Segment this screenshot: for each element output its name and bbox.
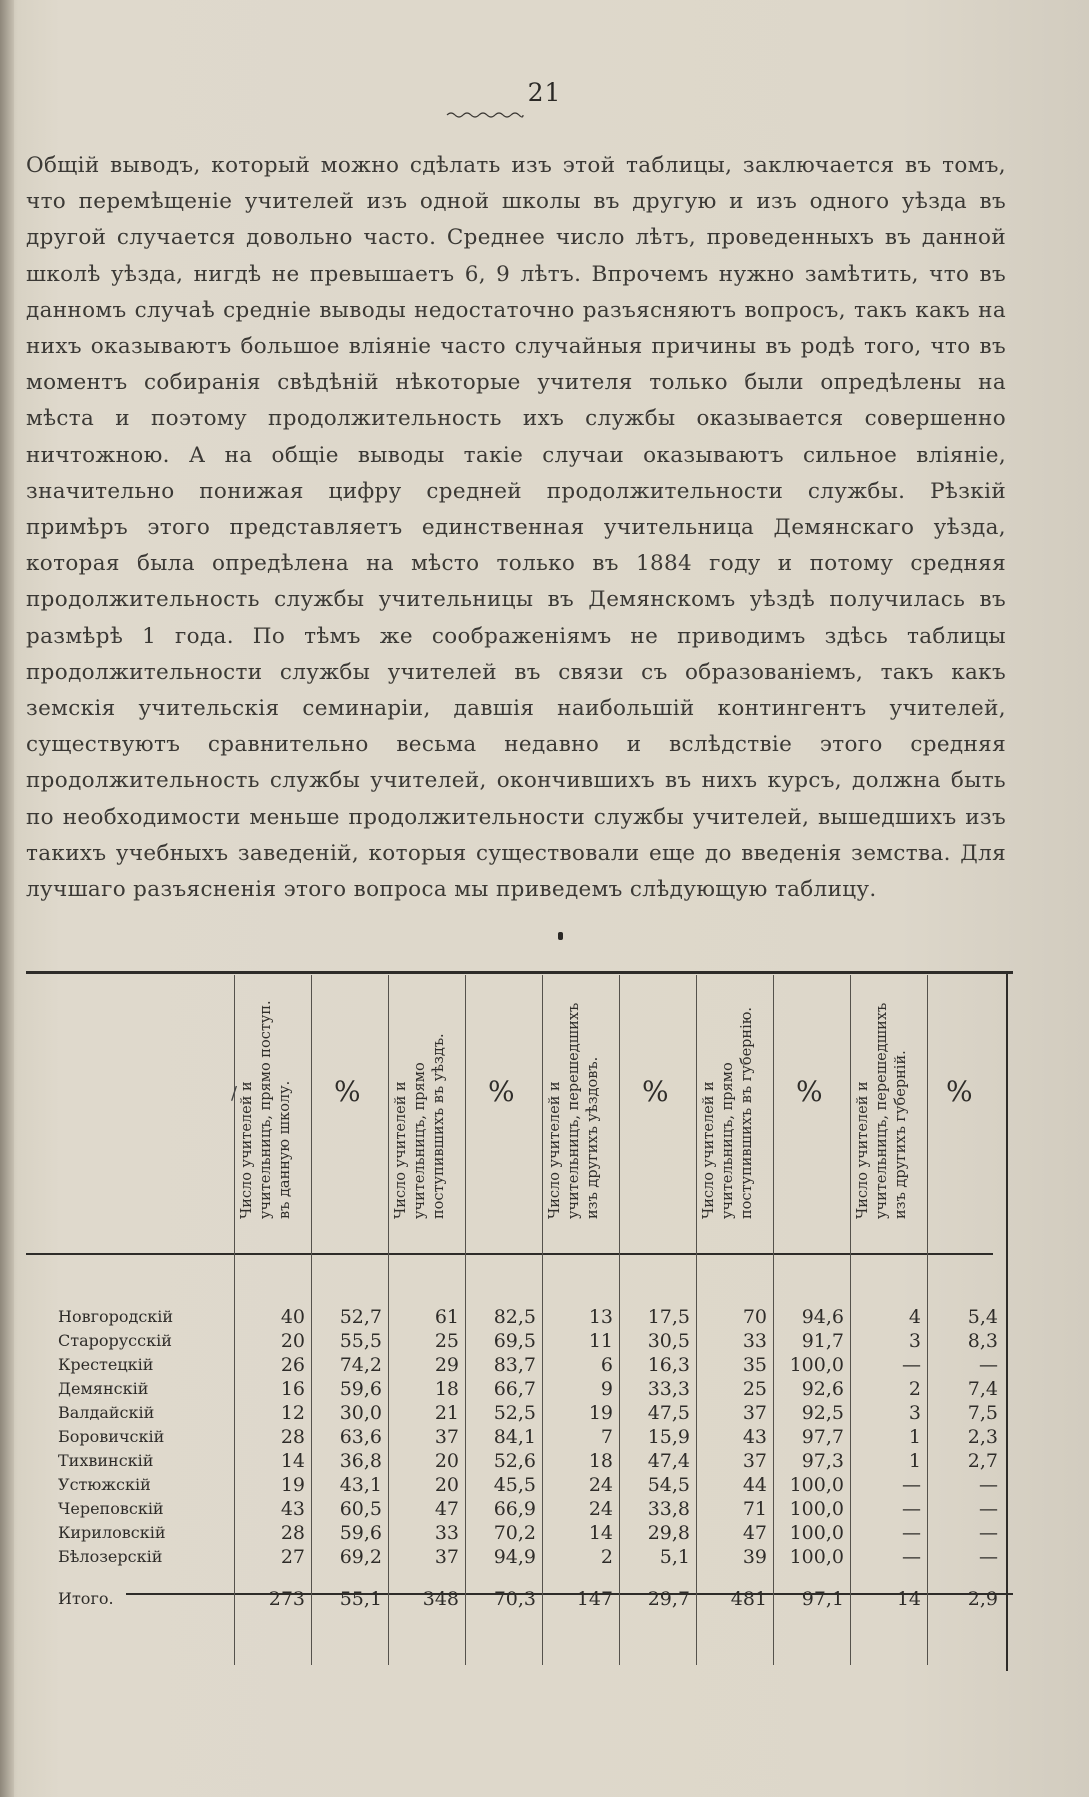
percent-cell: 97,3 xyxy=(801,1450,844,1472)
col-header-5: Число учителей и учительницъ, перешедшихъ изъ другихъ уѣздовъ. xyxy=(547,1002,601,1219)
table-row xyxy=(26,1401,1008,1425)
count-cell: 273 xyxy=(268,1588,305,1610)
percent-cell: 100,0 xyxy=(789,1546,844,1568)
percent-cell: 29,7 xyxy=(647,1588,690,1610)
percent-cell: 100,0 xyxy=(789,1522,844,1544)
count-cell: 70 xyxy=(742,1306,767,1328)
col-header-7: Число учителей и учительницъ, прямо поступившихъ въ губернію. xyxy=(701,1007,755,1219)
count-cell: — xyxy=(902,1498,921,1520)
count-cell: 2 xyxy=(600,1546,613,1568)
district-name: Валдайскій xyxy=(58,1403,155,1422)
count-cell: 43 xyxy=(280,1498,305,1520)
count-cell: 37 xyxy=(742,1450,767,1472)
count-cell: 20 xyxy=(280,1330,305,1352)
table-row xyxy=(26,1353,1008,1377)
count-cell: 7 xyxy=(600,1426,613,1448)
percent-cell: 52,6 xyxy=(493,1450,536,1472)
percent-cell: 94,6 xyxy=(801,1306,844,1328)
percent-cell: 30,0 xyxy=(339,1402,382,1424)
count-cell: 28 xyxy=(280,1426,305,1448)
district-name: Череповскій xyxy=(58,1499,164,1518)
count-cell: 6 xyxy=(600,1354,613,1376)
count-cell: 14 xyxy=(896,1588,921,1610)
count-cell: 71 xyxy=(742,1498,767,1520)
count-cell: 1 xyxy=(908,1450,921,1472)
district-name: Итого. xyxy=(58,1589,114,1608)
count-cell: 9 xyxy=(600,1378,613,1400)
count-cell: 25 xyxy=(434,1330,459,1352)
count-cell: 2 xyxy=(908,1378,921,1400)
percent-cell: 97,7 xyxy=(801,1426,844,1448)
table-row xyxy=(26,1473,1008,1497)
count-cell: 18 xyxy=(434,1378,459,1400)
table-body xyxy=(26,1305,1008,1611)
percent-cell: — xyxy=(979,1498,998,1520)
percent-cell: 7,4 xyxy=(967,1378,998,1400)
percent-cell: 52,5 xyxy=(493,1402,536,1424)
count-cell: 147 xyxy=(576,1588,613,1610)
stray-mark xyxy=(558,932,563,940)
percent-cell: 91,7 xyxy=(801,1330,844,1352)
count-cell: 348 xyxy=(422,1588,459,1610)
table-top-rule xyxy=(26,971,1013,974)
count-cell: 40 xyxy=(280,1306,305,1328)
percent-cell: 43,1 xyxy=(339,1474,382,1496)
percent-cell: 52,7 xyxy=(339,1306,382,1328)
table-row xyxy=(26,1425,1008,1449)
count-cell: — xyxy=(902,1522,921,1544)
count-cell: 14 xyxy=(280,1450,305,1472)
count-cell: 33 xyxy=(434,1522,459,1544)
count-cell: 12 xyxy=(280,1402,305,1424)
percent-cell: 2,7 xyxy=(967,1450,998,1472)
spacer-row xyxy=(26,1569,1008,1587)
count-cell: 18 xyxy=(588,1450,613,1472)
count-cell: 47 xyxy=(434,1498,459,1520)
percent-cell: 69,2 xyxy=(339,1546,382,1568)
count-cell: 29 xyxy=(434,1354,459,1376)
district-name: Тихвинскій xyxy=(58,1451,154,1470)
count-cell: 44 xyxy=(742,1474,767,1496)
percent-cell: 66,9 xyxy=(493,1498,536,1520)
page-number: 21 xyxy=(527,78,562,107)
table-row xyxy=(26,1449,1008,1473)
percent-cell: 17,5 xyxy=(647,1306,690,1328)
count-cell: 21 xyxy=(434,1402,459,1424)
percent-cell: 100,0 xyxy=(789,1498,844,1520)
district-name: Устюжскій xyxy=(58,1475,151,1494)
body-paragraph: Общій выводъ, который можно сдѣлать изъ этой таблицы, заключается въ томъ, что перемѣщеніе учителей изъ одной школы въ другую и изъ одного уѣзда въ другой случается довольно часто. Среднее число лѣтъ, проведенныхъ въ данной школѣ уѣзда, нигдѣ не превышаетъ 6, 9 лѣтъ. Впрочемъ нужно замѣтить, что въ данномъ случаѣ средніе выводы недостаточно разъясняютъ вопросъ, такъ какъ на нихъ оказываютъ большое вліяніе часто случайныя причины въ родѣ того, что въ моментъ собиранія свѣдѣній нѣкоторые учителя только были опредѣлены на мѣста и поэтому продолжительность ихъ службы оказывается совершенно ничтожною. А на общіе выводы такіе случаи оказываютъ сильное вліяніе, значительно понижая цифру средней продолжительности службы. Рѣзкій примѣръ этого представляетъ единственная учительница Демянскаго уѣзда, которая была опредѣлена на мѣсто только въ 1884 году и потому средняя продолжительность службы учительницы въ Демянскомъ уѣздѣ получилась въ размѣрѣ 1 года. По тѣмъ же соображеніямъ не приводимъ здѣсь таблицы продолжительности службы учителей въ связи съ образованіемъ, такъ какъ земскія учительскія семинаріи, давшія наибольшій контингентъ учителей, существуютъ сравнительно весьма недавно и вслѣдствіе этого средняя продолжительность службы учителей, окончившихъ въ нихъ курсъ, должна быть по необходимости меньше продолжительности службы учителей, вышедшихъ изъ такихъ учебныхъ заведеній, которыя существовали еще до введенія земства. Для лучшаго разъясненія этого вопроса мы приведемъ слѣдующую таблицу. xyxy=(26,153,1006,903)
percent-cell: 45,5 xyxy=(493,1474,536,1496)
col-header-1: Число учителей и учительницъ, прямо поступ. въ данную школу. xyxy=(239,1000,293,1219)
percent-cell: 16,3 xyxy=(647,1354,690,1376)
table-row xyxy=(26,1329,1008,1353)
district-name: Демянскій xyxy=(58,1379,149,1398)
count-cell: 20 xyxy=(434,1450,459,1472)
percent-cell: 30,5 xyxy=(647,1330,690,1352)
percent-cell: 7,5 xyxy=(967,1402,998,1424)
percent-cell: 63,6 xyxy=(339,1426,382,1448)
count-cell: 24 xyxy=(588,1474,613,1496)
count-cell: 19 xyxy=(588,1402,613,1424)
percent-cell: 100,0 xyxy=(789,1354,844,1376)
percent-cell: 47,4 xyxy=(647,1450,690,1472)
col-header-9: Число учителей и учительницъ, перешедшихъ изъ другихъ губерній. xyxy=(855,1002,909,1219)
district-name: Старорусскій xyxy=(58,1331,172,1350)
total-row xyxy=(26,1587,1008,1611)
count-cell: 37 xyxy=(742,1402,767,1424)
percent-cell: 8,3 xyxy=(967,1330,998,1352)
district-name: Крестецкій xyxy=(58,1355,154,1374)
count-cell: 16 xyxy=(280,1378,305,1400)
percent-cell: 74,2 xyxy=(339,1354,382,1376)
col-header-4: % xyxy=(488,1075,515,1108)
count-cell: 3 xyxy=(908,1330,921,1352)
count-cell: 37 xyxy=(434,1546,459,1568)
percent-cell: 100,0 xyxy=(789,1474,844,1496)
percent-cell: 66,7 xyxy=(493,1378,536,1400)
percent-cell: 15,9 xyxy=(647,1426,690,1448)
table-row xyxy=(26,1497,1008,1521)
percent-cell: 92,5 xyxy=(801,1402,844,1424)
percent-cell: 33,3 xyxy=(647,1378,690,1400)
count-cell: 35 xyxy=(742,1354,767,1376)
page-spine-shadow xyxy=(0,0,14,1797)
percent-cell: 84,1 xyxy=(493,1426,536,1448)
percent-cell: 36,8 xyxy=(339,1450,382,1472)
percent-cell: 59,6 xyxy=(339,1378,382,1400)
table-row xyxy=(26,1377,1008,1401)
percent-cell: 54,5 xyxy=(647,1474,690,1496)
table-row xyxy=(26,1545,1008,1569)
percent-cell: 47,5 xyxy=(647,1402,690,1424)
count-cell: 20 xyxy=(434,1474,459,1496)
count-cell: 3 xyxy=(908,1402,921,1424)
percent-cell: 60,5 xyxy=(339,1498,382,1520)
percent-cell: 83,7 xyxy=(493,1354,536,1376)
count-cell: 61 xyxy=(434,1306,459,1328)
percent-cell: 70,2 xyxy=(493,1522,536,1544)
percent-cell: — xyxy=(979,1354,998,1376)
count-cell: 39 xyxy=(742,1546,767,1568)
percent-cell: 97,1 xyxy=(801,1588,844,1610)
count-cell: 33 xyxy=(742,1330,767,1352)
percent-cell: — xyxy=(979,1522,998,1544)
wavy-ornament xyxy=(445,110,525,120)
statistics-table xyxy=(26,965,1013,1687)
col-header-8: % xyxy=(796,1075,823,1108)
count-cell: 25 xyxy=(742,1378,767,1400)
percent-cell: 59,6 xyxy=(339,1522,382,1544)
count-cell: — xyxy=(902,1474,921,1496)
count-cell: 481 xyxy=(730,1588,767,1610)
percent-cell: 94,9 xyxy=(493,1546,536,1568)
percent-cell: 5,1 xyxy=(659,1546,690,1568)
col-header-10: % xyxy=(946,1075,973,1108)
col-header-3: Число учителей и учительницъ, прямо поступившихъ въ уѣздъ. xyxy=(393,1033,447,1219)
count-cell: 43 xyxy=(742,1426,767,1448)
header-stub-mark: / xyxy=(231,1083,238,1104)
count-cell: 14 xyxy=(588,1522,613,1544)
count-cell: 28 xyxy=(280,1522,305,1544)
percent-cell: 33,8 xyxy=(647,1498,690,1520)
percent-cell: 70,3 xyxy=(493,1588,536,1610)
district-name: Новгородскій xyxy=(58,1307,174,1326)
count-cell: 26 xyxy=(280,1354,305,1376)
count-cell: 4 xyxy=(908,1306,921,1328)
percent-cell: 55,5 xyxy=(339,1330,382,1352)
header-bottom-rule xyxy=(26,1253,993,1255)
count-cell: 13 xyxy=(588,1306,613,1328)
percent-cell: — xyxy=(979,1474,998,1496)
percent-cell: 92,6 xyxy=(801,1378,844,1400)
table-row xyxy=(26,1521,1008,1545)
count-cell: 24 xyxy=(588,1498,613,1520)
percent-cell: 5,4 xyxy=(967,1306,998,1328)
percent-cell: 69,5 xyxy=(493,1330,536,1352)
percent-cell: 82,5 xyxy=(493,1306,536,1328)
count-cell: 1 xyxy=(908,1426,921,1448)
count-cell: — xyxy=(902,1354,921,1376)
district-name: Боровичскій xyxy=(58,1427,165,1446)
count-cell: 19 xyxy=(280,1474,305,1496)
count-cell: 11 xyxy=(588,1330,613,1352)
col-header-6: % xyxy=(642,1075,669,1108)
percent-cell: 55,1 xyxy=(339,1588,382,1610)
col-header-2: % xyxy=(334,1075,361,1108)
count-cell: 27 xyxy=(280,1546,305,1568)
count-cell: — xyxy=(902,1546,921,1568)
district-name: Бѣлозерскій xyxy=(58,1547,163,1566)
district-name: Кириловскій xyxy=(58,1523,166,1542)
percent-cell: 2,9 xyxy=(967,1588,998,1610)
table-row xyxy=(26,1305,1008,1329)
percent-cell: — xyxy=(979,1546,998,1568)
percent-cell: 2,3 xyxy=(967,1426,998,1448)
count-cell: 37 xyxy=(434,1426,459,1448)
count-cell: 47 xyxy=(742,1522,767,1544)
percent-cell: 29,8 xyxy=(647,1522,690,1544)
